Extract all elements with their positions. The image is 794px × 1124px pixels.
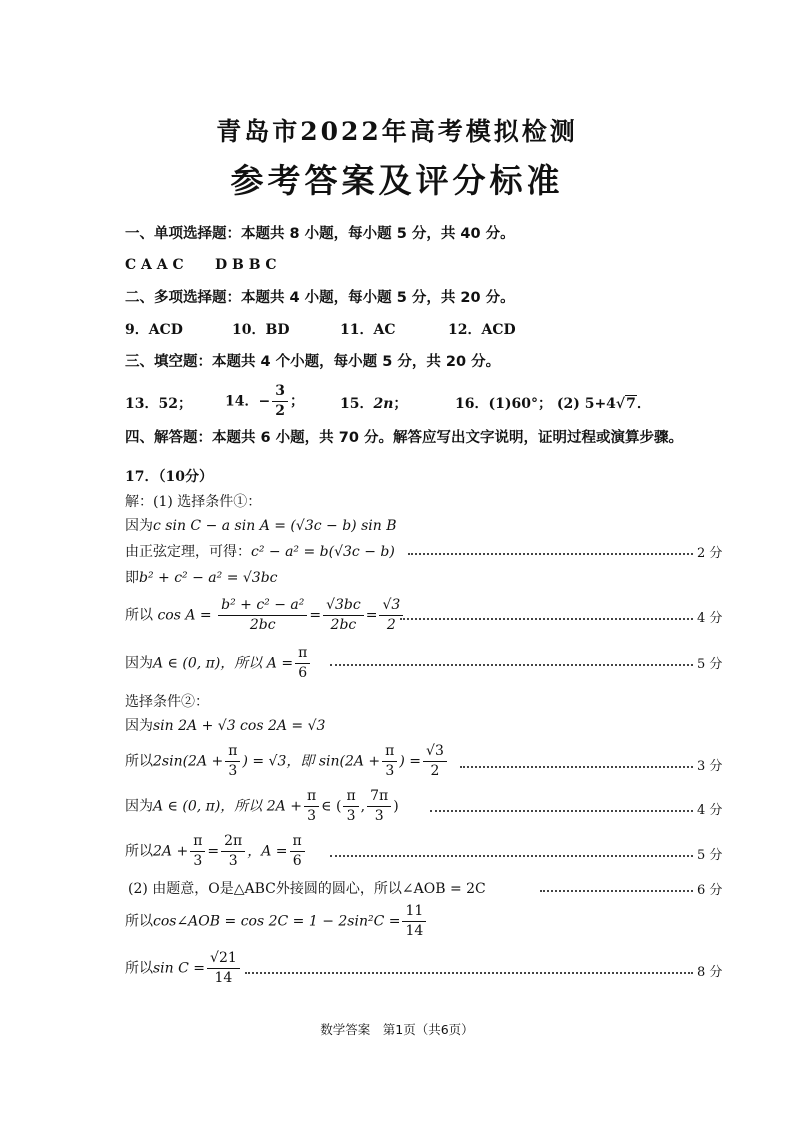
section1-answers-a: C A A C bbox=[125, 257, 184, 273]
fraction: $\frac{\pi}{3}$ bbox=[190, 833, 205, 870]
q17-line5: 因为A ∈ (0, π)，所以 A = $\frac{\pi}{6}$ bbox=[125, 645, 312, 682]
q17-line9: 因为A ∈ (0, π)，所以 2A + $\frac{\pi}{3}$ ∈ ( $\frac{\pi}{3}$ , $\frac{7\pi}{3}$ ) bbox=[125, 788, 399, 824]
dotted-leader bbox=[540, 890, 693, 892]
answer-q11: 11．AC bbox=[340, 322, 396, 338]
fraction: $\frac{√21}{14}$ bbox=[207, 950, 240, 987]
answer-q16: 16．(1)60°； (2) 5+4√7． bbox=[455, 396, 651, 412]
dotted-leader bbox=[460, 766, 693, 768]
answer-q13: 13．52； bbox=[125, 396, 192, 412]
score-mark: 4 分 bbox=[697, 803, 723, 818]
fraction: $\frac{√3bc}{2bc}$ bbox=[323, 597, 364, 634]
fraction: $\frac{3}{2}$ bbox=[272, 383, 288, 420]
fraction: $\frac{11}{14}$ bbox=[402, 903, 426, 940]
dotted-leader bbox=[400, 618, 693, 620]
q17-line12: 所以cos∠AOB = cos 2C = 1 − 2sin²C = $\frac{11}{14}$ bbox=[125, 903, 428, 940]
q17-line10: 所以2A + $\frac{\pi}{3}$ = $\frac{2\pi}{3}$ ，A = $\frac{\pi}{6}$ bbox=[125, 833, 307, 870]
fraction: $\frac{7\pi}{3}$ bbox=[367, 788, 391, 825]
q17-line6: 选择条件②： bbox=[125, 694, 209, 710]
fraction: $\frac{√3}{2}$ bbox=[379, 597, 403, 634]
fraction: $\frac{\pi}{6}$ bbox=[295, 645, 310, 682]
section4-heading: 四、解答题：本题共 6 小题，共 70 分。解答应写出文字说明，证明过程或演算步骤。 bbox=[125, 430, 683, 446]
answer-q10: 10．BD bbox=[232, 322, 290, 338]
fraction: $\frac{\text{b² + c² − a²}}{2bc}$ bbox=[218, 597, 307, 634]
fraction: $\frac{\pi}{6}$ bbox=[290, 833, 305, 870]
q17-line2: 由正弦定理，可得：c² − a² = b(√3c − b) bbox=[125, 544, 395, 560]
q17-line7: 因为sin 2A + √3 cos 2A = √3 bbox=[125, 718, 326, 734]
fraction: $\frac{\pi}{3}$ bbox=[382, 743, 397, 780]
fraction: $\frac{\pi}{3}$ bbox=[225, 743, 240, 780]
dotted-leader bbox=[330, 855, 693, 857]
q17-title: 17．（10分） bbox=[125, 469, 213, 485]
q17-line1: 因为c sin C − a sin A = (√3c − b) sin B bbox=[125, 518, 397, 534]
q17-line3: 即b² + c² − a² = √3bc bbox=[125, 570, 278, 586]
score-mark: 8 分 bbox=[697, 965, 723, 980]
fraction: $\frac{√3}{2}$ bbox=[423, 743, 447, 780]
score-mark: 2 分 bbox=[697, 546, 723, 561]
score-mark: 4 分 bbox=[697, 611, 723, 626]
q17-line4: 所以 cos A = $\frac{\text{b² + c² − a²}}{2bc}$ = $\frac{√3bc}{2bc}$ = $\frac{√3}{2}$ bbox=[125, 597, 405, 634]
dotted-leader bbox=[245, 972, 693, 974]
q17-intro: 解：(1) 选择条件①： bbox=[125, 494, 262, 510]
dotted-leader bbox=[430, 810, 693, 812]
fraction: $\frac{\pi}{3}$ bbox=[343, 788, 358, 825]
fraction: $\frac{2\pi}{3}$ bbox=[221, 833, 245, 870]
section1-answers-b: D B B C bbox=[215, 257, 277, 273]
section2-heading: 二、多项选择题：本题共 4 小题，每小题 5 分，共 20 分。 bbox=[125, 290, 515, 306]
answer-q9: 9．ACD bbox=[125, 322, 183, 338]
score-mark: 5 分 bbox=[697, 657, 723, 672]
section1-heading: 一、单项选择题：本题共 8 小题，每小题 5 分，共 40 分。 bbox=[125, 226, 515, 242]
q17-line8: 所以2sin(2A + $\frac{\pi}{3}$ ) = √3，即 sin(2A + $\frac{\pi}{3}$ ) = $\frac{√3}{2}$ bbox=[125, 743, 449, 780]
q17-line13: 所以sin C = $\frac{√21}{14}$ bbox=[125, 950, 242, 987]
answer-q14: 14．− $\frac{3}{2}$ ； bbox=[225, 383, 304, 419]
answer-subtitle: 参考答案及评分标准 bbox=[230, 161, 564, 200]
answer-q15: 15．2n； bbox=[340, 396, 408, 412]
score-mark: 5 分 bbox=[697, 848, 723, 863]
fraction: $\frac{\pi}{3}$ bbox=[304, 788, 319, 825]
exam-title: 青岛市2022年高考模拟检测 bbox=[216, 117, 578, 146]
q17-line11: (2) 由题意，O是△ABC外接圆的圆心，所以∠AOB = 2C bbox=[128, 881, 486, 897]
dotted-leader bbox=[408, 553, 693, 555]
section3-heading: 三、填空题：本题共 4 个小题，每小题 5 分，共 20 分。 bbox=[125, 354, 501, 370]
page-footer: 数学答案 第1页（共6页） bbox=[320, 1022, 474, 1037]
score-mark: 6 分 bbox=[697, 883, 723, 898]
answer-q12: 12．ACD bbox=[448, 322, 516, 338]
score-mark: 3 分 bbox=[697, 759, 723, 774]
dotted-leader bbox=[330, 664, 693, 666]
